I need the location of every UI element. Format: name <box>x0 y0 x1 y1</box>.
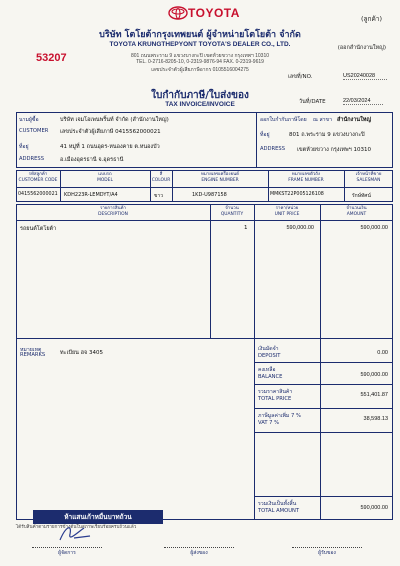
items-col-amount: จำนวนเงิน AMOUNT <box>346 206 367 217</box>
totals-rule <box>254 496 393 497</box>
title-en: TAX INVOICE/INVOICE <box>165 101 235 108</box>
items-col-divider <box>210 204 211 338</box>
vehicle-col-salesman: เจ้าหน้าที่ขาย SALESMAN <box>355 172 382 183</box>
footer-note: ได้รับสินค้าตามรายการข้างต้นในสภาพเรียบร้อยครบถ้วนแล้ว <box>16 525 137 530</box>
company-phone: TEL. 0-2716-8205-10, 0-2319-9876-94 FAX. 0-2319-9619 <box>136 59 264 65</box>
total-price-label: รวมราคาสินค้า TOTAL PRICE <box>258 389 293 402</box>
customer-name: บริษัท เจมโอเพนพริ้นท์ จำกัด (สำนักงานใหญ่) <box>60 117 169 123</box>
vehicle-col-model: แบบรถ MODEL <box>97 172 113 183</box>
customer-name-label-th: นามผู้ซื้อ <box>19 117 39 123</box>
vehicle-col-engine-number: หมายเลขเครื่องยนต์ ENGINE NUMBER <box>200 172 240 183</box>
remarks-value: ทะเบียน ฮจ 3405 <box>60 350 104 356</box>
customer-divider <box>256 112 257 168</box>
customer-address-label-en: ADDRESS <box>19 156 45 162</box>
copy-label: (ลูกค้า) <box>361 15 382 23</box>
company-tax-id: เลขประจำตัวผู้เสียภาษีอากร 0105516004275 <box>151 67 249 73</box>
remarks-label-en: REMARKS <box>20 352 46 358</box>
signature-label-receiver: ผู้รับของ <box>318 550 336 556</box>
signature-line-sender <box>164 547 234 548</box>
items-body-rule <box>16 338 393 339</box>
amount-in-words-banner: ห้าแสนเก้าหมื่นบาทถ้วน <box>33 510 163 524</box>
items-header-rule <box>16 220 393 221</box>
vehicle-header-rule <box>16 187 393 188</box>
customer-tax-id: เลขประจำตัวผู้เสียภาษี 0415562000021 <box>60 129 161 135</box>
totals-rule <box>254 432 393 433</box>
company-name-en: TOYOTA KRUNGTHEPYONT TOYOTA'S DEALER CO., LTD. <box>109 41 291 48</box>
vehicle-col-colour: สี COLOUR <box>151 172 171 183</box>
vehicle-salesman: รักษ์ทัศน์ <box>352 193 371 199</box>
vehicle-customer-code: 0415562000021 <box>18 192 58 197</box>
issued-by-label: ออกใบกำกับภาษีโดย <box>260 117 307 123</box>
totals-rule <box>254 362 393 363</box>
customer-address-line1: 41 หมู่ที่ 1 ถนนอุดร-หนองคาย ต.หนองบัว <box>60 144 160 150</box>
vehicle-model: KDH223R-LEMDYT/A4 <box>64 192 118 198</box>
totals-divider <box>254 338 255 520</box>
invoice-no-label: เลขที่/NO. <box>288 74 313 80</box>
vehicle-frame-number: MMKST22P005126108 <box>270 192 324 197</box>
signature-label-sender: ผู้ส่งของ <box>190 550 208 556</box>
title-th: ใบกำกับภาษี/ใบส่งของ <box>151 90 249 101</box>
item-unit-price: 590,000.00 <box>286 225 314 231</box>
vehicle-col-frame-number: หมายเลขตัวถัง FRAME NUMBER <box>288 172 324 183</box>
items-col-description: รายการสินค้า DESCRIPTION <box>98 206 128 217</box>
document-number: 53207 <box>36 52 67 64</box>
date-value: 22/03/2024 <box>343 98 383 105</box>
item-amount: 590,000.00 <box>360 225 388 231</box>
signature-label-manager: ผู้จัดการ <box>58 550 76 556</box>
branch-label: ณ สาขา <box>313 117 332 123</box>
totals-rule <box>254 384 393 385</box>
item-description: รถยนต์โตโยต้า <box>20 226 57 232</box>
vehicle-colour: ขาว <box>154 193 164 199</box>
totals-rule <box>254 408 393 409</box>
issuer-address-line1: 801 ถ.พระราม 9 แขวงบางกะปิ <box>289 132 365 138</box>
total-amount-value: 590,000.00 <box>360 505 388 511</box>
customer-address-line2: อ.เมืองอุดรธานี จ.อุดรธานี <box>60 157 124 163</box>
handwritten-signature <box>56 520 96 550</box>
balance-value: 590,000.00 <box>360 372 388 378</box>
customer-address-label-th: ที่อยู่ <box>19 144 29 150</box>
items-col-quantity: จำนวน QUANTITY <box>220 206 244 217</box>
total-price-value: 551,401.87 <box>360 392 388 398</box>
deposit-value: 0.00 <box>377 350 388 356</box>
vehicle-engine-number: 1KD-U987158 <box>192 192 227 198</box>
vat-value: 38,598.13 <box>363 416 388 422</box>
branch-note: (ออกสำนักงานใหญ่) <box>337 45 386 51</box>
total-amount-label: รวมเงินเป็นทั้งสิ้น TOTAL AMOUNT <box>258 501 300 514</box>
item-quantity: 1 <box>244 225 248 231</box>
company-address: 801 ถนนพระราม 9 แขวงบางกะปิ เขตห้วยขวาง กรุงเทพฯ 10310 <box>130 53 270 59</box>
deposit-label: เงินมัดจำ DEPOSIT <box>258 346 281 359</box>
issuer-address-line2: เขตห้วยขวาง กรุงเทพฯ 10310 <box>297 147 371 153</box>
brand-wordmark: TOYOTA <box>188 6 240 20</box>
branch-value: สำนักงานใหญ่ <box>337 117 372 123</box>
date-label: วันที่/DATE <box>299 99 326 105</box>
items-col-unit-price: ราคา/หน่วย UNIT PRICE <box>274 206 300 217</box>
vehicle-col-customer-code: รหัสลูกค้า CUSTOMER CODE <box>18 172 58 183</box>
issuer-address-label-en: ADDRESS <box>260 146 286 152</box>
company-name-th: บริษัท โตโยต้ากรุงเทพยนต์ ผู้จำหน่ายโตโยต้า จำกัด <box>99 30 301 40</box>
balance-label: คงเหลือ BALANCE <box>258 367 283 380</box>
signature-line-receiver <box>292 547 362 548</box>
customer-name-label-en: CUSTOMER <box>19 128 49 134</box>
vat-label: ภาษีมูลค่าเพิ่ม 7 % VAT 7 % <box>258 413 301 426</box>
remarks-label-th: หมายเหตุ <box>20 347 42 353</box>
invoice-no-value: US20240028 <box>343 73 387 80</box>
issuer-address-label-th: ที่อยู่ <box>260 132 270 138</box>
